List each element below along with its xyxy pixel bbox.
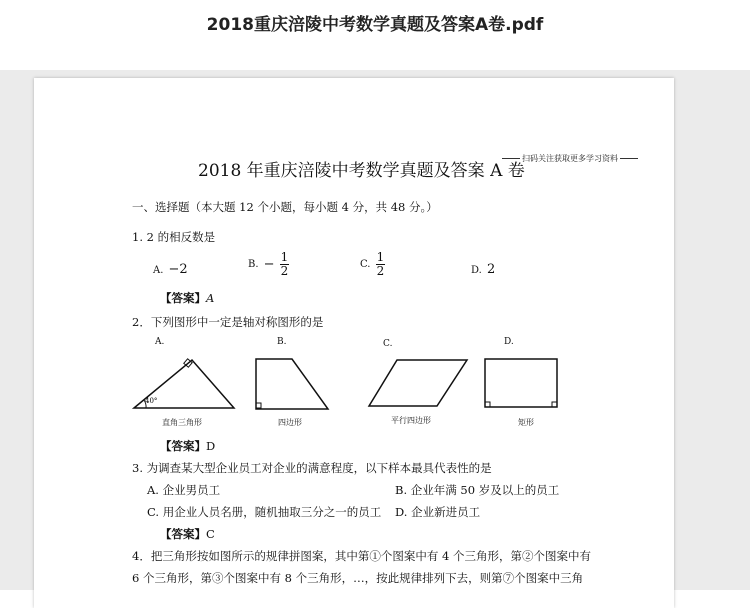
- q1-option-d: [471, 258, 495, 277]
- quadrilateral-figure: [254, 357, 330, 411]
- q4-line-1: 4．把三角形按如图所示的规律拼图案，其中第①个图案中有 4 个三角形，第②个图案中有: [132, 549, 591, 563]
- q2-caption-a: 直角三角形: [162, 418, 202, 427]
- q3-answer: [160, 526, 215, 542]
- q1-d-value: 2: [486, 262, 496, 277]
- q1-c-num: 1: [376, 250, 385, 264]
- answer-tag: 【答案】: [160, 439, 206, 453]
- q2-stem: 2．下列图形中一定是轴对称图形的是: [132, 315, 324, 329]
- q2-answer-value: D: [206, 439, 216, 453]
- q2-answer: [160, 438, 215, 454]
- q1-stem: 1. 2 的相反数是: [132, 230, 216, 244]
- q1-answer-value: A: [206, 291, 215, 305]
- q1-c-fraction: [376, 251, 386, 278]
- q1-b-num: 1: [280, 250, 289, 264]
- q2-label-c: C.: [383, 339, 393, 349]
- angle-label: 40°: [145, 397, 158, 405]
- q2-label-b: B.: [277, 337, 287, 347]
- q3-option-b: B. 企业年满 50 岁及以上的员工: [395, 483, 560, 497]
- answer-tag: 【答案】: [160, 291, 206, 305]
- q1-b-sign: −: [263, 257, 275, 272]
- q2-caption-c: 平行四边形: [391, 416, 431, 425]
- q1-option-c: [360, 251, 385, 278]
- q2-label-a: A.: [155, 337, 165, 347]
- q1-c-den: 2: [376, 264, 385, 278]
- q2-caption-b: 四边形: [278, 418, 302, 427]
- viewer-title-bar: [0, 0, 750, 70]
- q3-option-a: A. 企业男员工: [147, 483, 221, 497]
- q1-d-letter: D.: [471, 265, 482, 276]
- q2-label-d: D.: [504, 337, 514, 347]
- right-triangle-figure: [132, 356, 238, 412]
- qr-note: [500, 153, 640, 164]
- rectangle-figure: [483, 357, 559, 409]
- pdf-page: [34, 78, 674, 608]
- q2-caption-d: 矩形: [518, 418, 534, 427]
- q1-b-den: 2: [280, 264, 289, 278]
- q4-line-2: 6 个三角形，第③个图案中有 8 个三角形，…，按此规律排列下去，则第⑦个图案中三角: [132, 571, 584, 585]
- q1-option-a: [153, 258, 188, 277]
- q1-option-b: [248, 251, 289, 278]
- q1-a-value: −2: [168, 262, 188, 277]
- parallelogram-figure: [367, 358, 469, 408]
- q3-answer-value: C: [206, 527, 215, 541]
- answer-tag: 【答案】: [160, 527, 206, 541]
- q3-stem: 3. 为调查某大型企业员工对企业的满意程度，以下样本最具代表性的是: [132, 461, 492, 475]
- section-heading: 一、选择题（本大题 12 个小题，每小题 4 分，共 48 分。）: [132, 200, 438, 214]
- q1-b-fraction: [280, 251, 290, 278]
- q3-option-d: D. 企业新进员工: [395, 505, 481, 519]
- q1-b-letter: B.: [248, 259, 259, 270]
- document-title: 2018重庆涪陵中考数学真题及答案A卷.pdf: [206, 15, 544, 35]
- qr-note-text: 扫码关注获取更多学习资料: [522, 154, 618, 163]
- q1-answer: [160, 290, 214, 306]
- q1-c-letter: C.: [360, 259, 371, 270]
- q1-a-letter: A.: [153, 265, 164, 276]
- paper-title: 2018 年重庆涪陵中考数学真题及答案 A 卷: [198, 161, 525, 181]
- q3-option-c: C. 用企业人员名册，随机抽取三分之一的员工: [147, 505, 382, 519]
